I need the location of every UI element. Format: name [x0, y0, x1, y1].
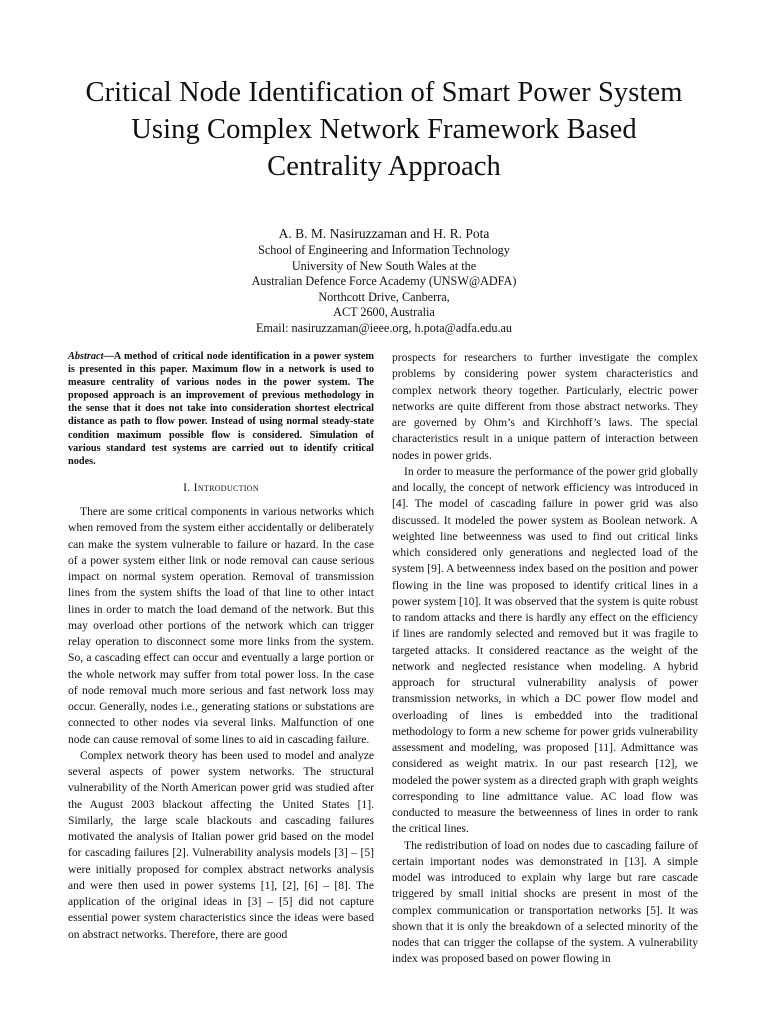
affiliation-line: ACT 2600, Australia — [333, 305, 435, 319]
right-column — [392, 350, 698, 968]
title-line: Critical Node Identification of Smart Power System — [85, 77, 683, 108]
email-line: Email: nasiruzzaman@ieee.org, h.pota@adfa.edu.au — [255, 320, 513, 335]
affiliation-line: University of New South Wales at the — [291, 258, 477, 273]
affiliation-line: Australian Defence Force Academy (UNSW@ADFA) — [251, 274, 517, 288]
abstract — [68, 350, 374, 468]
body-paragraph: In order to measure the performance of the power grid globally and locally, the concept of network efficiency was introduced in [4]. The model of cascading failure in power grid was also discussed. It modeled the power system as Boolean network. A weighted line betweenness was used to find out critical links which considered only generations and neglected load of the system [9]. A betweenness index based on the position and power flowing in the line was proposed to identify critical lines in a power system [10]. It was observed that the system is quite robust to random attacks and there is hardly any effect on the efficiency if lines are randomly selected and removed but it was fragile to targeted attacks. It considered reactance as the weight of the network and neglected resistance when modeling. A hybrid approach for structural vulnerability analysis of power transmission networks, in which a DC power flow model and overloading of lines is embedded into the traditional methodology to form a new scheme for power grids vulnerability assessment and modeling, was proposed [11]. Admittance was considered as weight matrix. In our past research [12], we modeled the power system as a directed graph with graph weights corresponding to line admittance value. AC load flow was conducted to measure the betweenness of lines in order to rank the critical lines. — [392, 464, 698, 836]
abstract-label: Abstract — [68, 351, 104, 362]
affiliation-line: School of Engineering and Information Technology — [258, 243, 510, 257]
title-line: Centrality Approach — [267, 151, 501, 182]
body-paragraph: Complex network theory has been used to model and analyze several aspects of power system networks. The structural vulnerability of the North American power grid was studied after the August 2003 blackout affecting the United States [1]. Similarly, the large scale blackouts and cascading failures motivated the analysis of Italian power grid based on the model for cascading failures [2]. Vulnerability analysis models [3] – [5] were initially proposed for complex abstract networks analysis and were then used in power systems [1], [2], [6] – [8]. The application of the original ideas in [3] – [5] did not capture essential power system characteristics since the ideas were based on abstract networks. Therefore, there are good — [68, 748, 374, 941]
paper-title — [40, 74, 728, 185]
section-heading — [68, 480, 374, 496]
left-column — [68, 350, 374, 943]
section-title: Introduction — [193, 480, 259, 494]
body-paragraph: prospects for researchers to further investigate the complex problems by considering power system characteristics and complex network theory together. Particularly, electric power networks are quite different from those abstract networks. They are governed by Ohm’s and Kirchhoff’s laws. The special characteristics result in a unique pattern of interaction between nodes in power grids. — [392, 351, 698, 462]
affiliation-block — [60, 243, 708, 336]
section-number: I. — [183, 480, 191, 494]
body-paragraph: The redistribution of load on nodes due to cascading failure of certain important nodes was demonstrated in [13]. A simple model was introduced to explain why large but rare cascade triggered by small initial shocks are present in most of the complex communication or transportation networks [5]. It was shown that it is only the breakdown of a selected minority of the nodes that can trigger the collapse of the system. A vulnerability index was proposed based on power flowing in — [392, 838, 698, 966]
affiliation-line: Northcott Drive, Canberra, — [318, 289, 450, 304]
body-paragraph: There are some critical components in various networks which when removed from the system either accidentally or deliberately can make the system vulnerable to failure or hazard. In the case of a power system either link or node removal can cause serious impact on normal system operation. Removal of transmission lines from the system shifts the load of that line to other intact lines in order to match the load demand of the network. But this may overload other portions of the network which can trigger relay operation to disconnect some more links from the system. So, a cascading effect can occur and eventually a large portion or the whole network may suffer from total power loss. In the case of node removal much more serious and fast network loss may occur. Generally, nodes i.e., generating stations or substations are connected to other nodes via several links. Malfunction of one node can cause removal of some lines to aid in cascading failure. — [68, 505, 374, 746]
title-line: Using Complex Network Framework Based — [131, 114, 637, 145]
author-list: A. B. M. Nasiruzzaman and H. R. Pota — [278, 226, 490, 241]
abstract-text: —A method of critical node identification in a power system is presented in this paper. Maximum flow in a network is used to measure centrality of various nodes in the power system. The proposed approach is an improvement of previous methodology in the sense that it does not take into consideration shortest electrical distance as path to flow power. Instead of using normal steady-state condition maximum possible flow is considered. Simulation of various standard test systems are carried out to identify critical nodes. — [68, 351, 374, 467]
